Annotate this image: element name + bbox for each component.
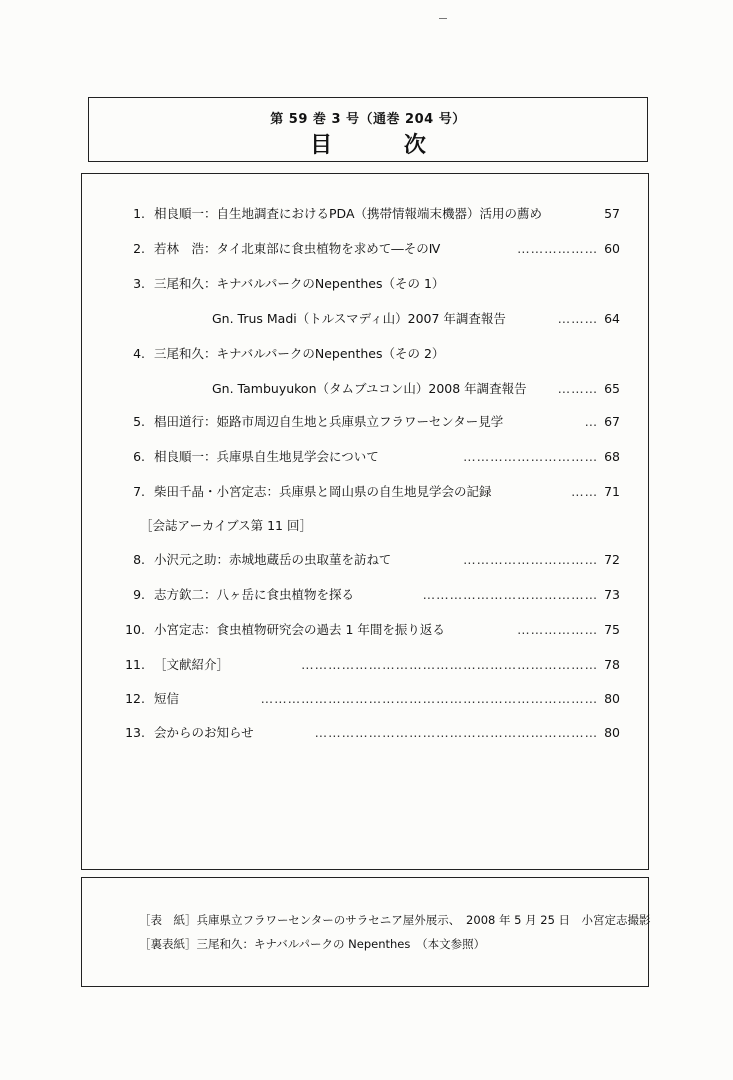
toc-leader-dots: ………	[557, 311, 599, 326]
toc-leader-dots: …	[584, 414, 599, 429]
toc-entry	[82, 655, 648, 675]
toc-entry-title: 小宮定志：食虫植物研究会の過去 1 年間を振り返る	[154, 622, 445, 637]
header-box	[88, 97, 648, 162]
toc-entry	[82, 309, 648, 329]
toc-leader-dots: ………………………………………………………	[314, 725, 599, 740]
toc-entry	[82, 550, 648, 570]
toc-entry-number: 8.	[133, 552, 145, 567]
toc-entry-number: 2.	[133, 241, 145, 256]
toc-entry-number: 11.	[125, 657, 145, 672]
toc-entry-number: 4.	[133, 346, 145, 361]
toc-entry	[82, 412, 648, 432]
toc-entry-title: 柴田千晶・小宮定志：兵庫県と岡山県の自生地見学会の記録	[154, 484, 492, 499]
toc-entry-title: Gn. Trus Madi（トルスマディ山）2007 年調査報告	[212, 311, 506, 326]
toc-entry-title: Gn. Tambuyukon（タムブユコン山）2008 年調査報告	[212, 381, 527, 396]
cover-credit: ［表 紙］兵庫県立フラワーセンターのサラセニア屋外展示、 2008 年 5 月 25 日 小宮定志撮影	[139, 913, 651, 927]
back-cover-credit: ［裏表紙］三尾和久：キナバルパークの Nepenthes （本文参照）	[139, 937, 486, 951]
toc-entry-title: 相良順一：自生地調査におけるPDA（携帯情報端末機器）活用の薦め	[154, 206, 542, 221]
toc-entry-number: 10.	[125, 622, 145, 637]
toc-entry-number: 9.	[133, 587, 145, 602]
toc-entry-number: 5.	[133, 414, 145, 429]
toc-entry	[82, 274, 648, 294]
toc-leader-dots: …………………………	[463, 552, 599, 567]
toc-entry-page: 65	[604, 381, 620, 396]
toc-entry-page: 80	[604, 691, 620, 706]
toc-leader-dots: ………	[557, 381, 599, 396]
toc-entry-title: 短信	[154, 691, 180, 706]
toc-entry	[82, 447, 648, 467]
toc-leader-dots: …………………………………	[422, 587, 599, 602]
toc-entry-title: 三尾和久：キナバルパークのNepenthes（その 1）	[154, 276, 445, 291]
toc-entry	[82, 482, 648, 502]
toc-entry-title: 志方欽二：八ヶ岳に食虫植物を探る	[154, 587, 355, 602]
toc-entry-page: 73	[604, 587, 620, 602]
toc-leader-dots: …………………………………………………………………	[260, 691, 599, 706]
page-title: 目 次	[310, 133, 458, 158]
toc-entry-number: 6.	[133, 449, 145, 464]
toc-entry-title: 相良順一：兵庫県自生地見学会について	[154, 449, 379, 464]
toc-entry-page: 67	[604, 414, 620, 429]
toc-entry	[82, 723, 648, 743]
toc-leader-dots: …………………………………………………………	[301, 657, 599, 672]
toc-entry-page: 68	[604, 449, 620, 464]
table-of-contents	[81, 173, 649, 870]
toc-entry-page: 60	[604, 241, 620, 256]
toc-entry-title: ［文献紹介］	[154, 657, 230, 672]
toc-entry-title: 椙田道行：姫路市周辺自生地と兵庫県立フラワーセンター見学	[154, 414, 504, 429]
toc-entry-number: 13.	[125, 725, 145, 740]
toc-entry	[82, 689, 648, 709]
toc-entry-page: 75	[604, 622, 620, 637]
toc-entry-title: 会からのお知らせ	[154, 725, 254, 740]
toc-leader-dots: …………………………	[463, 449, 599, 464]
toc-entry	[82, 344, 648, 364]
toc-entry-title: 小沢元之助：赤城地蔵岳の虫取菫を訪ねて	[154, 552, 392, 567]
toc-entry	[82, 516, 648, 536]
cover-credits	[81, 877, 649, 987]
toc-entry	[82, 204, 648, 224]
toc-entry-page: 80	[604, 725, 620, 740]
toc-entry-number: 1.	[133, 206, 145, 221]
toc-entry-page: 64	[604, 311, 620, 326]
toc-entry	[82, 620, 648, 640]
toc-entry	[82, 379, 648, 399]
toc-entry	[82, 239, 648, 259]
toc-entry-page: 78	[604, 657, 620, 672]
issue-number: 第 59 巻 3 号（通巻 204 号）	[270, 112, 466, 127]
scan-mark	[439, 18, 447, 19]
toc-entry-title: 三尾和久：キナバルパークのNepenthes（その 2）	[154, 346, 445, 361]
toc-entry	[82, 585, 648, 605]
toc-leader-dots: ……	[571, 484, 599, 499]
toc-entry-page: 71	[604, 484, 620, 499]
toc-leader-dots: ………………	[517, 241, 599, 256]
toc-entry-number: 3.	[133, 276, 145, 291]
toc-entry-title: 若林 浩：タイ北東部に食虫植物を求めて―そのⅣ	[154, 241, 441, 256]
toc-entry-page: 57	[604, 206, 620, 221]
toc-leader-dots: ………………	[517, 622, 599, 637]
toc-entry-number: 12.	[125, 691, 145, 706]
toc-entry-page: 72	[604, 552, 620, 567]
toc-entry-title: ［会誌アーカイブス第 11 回］	[140, 518, 312, 533]
toc-entry-number: 7.	[133, 484, 145, 499]
